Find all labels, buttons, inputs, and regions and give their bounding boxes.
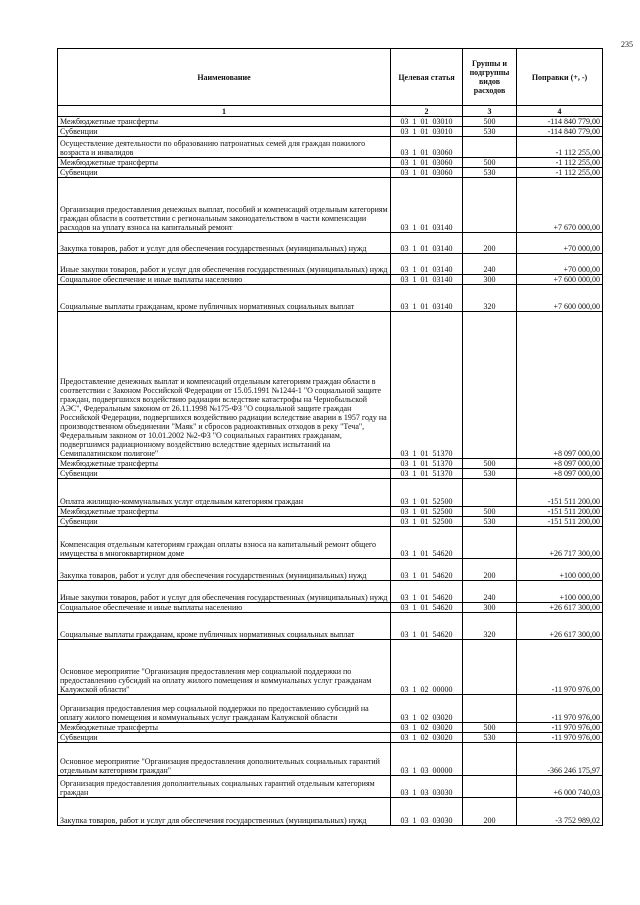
row-code: 03 1 01 52500 [391, 507, 463, 517]
row-group: 530 [463, 733, 517, 743]
table-row [58, 254, 603, 275]
header-code: Целевая статья [391, 49, 463, 106]
table-row [58, 527, 603, 559]
row-code: 03 1 03 03030 [391, 776, 463, 798]
row-amount: -11 970 976,00 [517, 723, 603, 733]
table-row [58, 640, 603, 695]
row-code: 03 1 01 03060 [391, 168, 463, 178]
row-group: 200 [463, 798, 517, 826]
row-amount: -11 970 976,00 [517, 733, 603, 743]
row-group: 240 [463, 581, 517, 603]
row-group [463, 640, 517, 695]
row-amount: -11 970 976,00 [517, 640, 603, 695]
row-name: Социальные выплаты гражданам, кроме публичных нормативных социальных выплат [58, 285, 391, 312]
row-group: 500 [463, 459, 517, 469]
row-name: Закупка товаров, работ и услуг для обеспечения государственных (муниципальных) нужд [58, 798, 391, 826]
table-row [58, 603, 603, 613]
row-amount: +26 717 300,00 [517, 527, 603, 559]
table-row [58, 285, 603, 312]
row-code: 03 1 01 54620 [391, 527, 463, 559]
row-name: Субвенции [58, 733, 391, 743]
table-row [58, 517, 603, 527]
row-name: Межбюджетные трансферты [58, 507, 391, 517]
row-name: Организация предоставления дополнительных социальных гарантий отдельным категориям граждан [58, 776, 391, 798]
row-group: 300 [463, 275, 517, 285]
table-row [58, 479, 603, 507]
row-group [463, 137, 517, 158]
row-code: 03 1 03 03030 [391, 798, 463, 826]
row-amount: +7 600 000,00 [517, 285, 603, 312]
row-name: Осуществление деятельности по образованию патронатных семей для граждан пожилого возраста и инвалидов [58, 137, 391, 158]
row-amount: +7 600 000,00 [517, 275, 603, 285]
row-name: Иные закупки товаров, работ и услуг для обеспечения государственных (муниципальных) нужд [58, 581, 391, 603]
row-name: Субвенции [58, 469, 391, 479]
row-code: 03 1 01 54620 [391, 613, 463, 640]
row-code: 03 1 02 03020 [391, 695, 463, 723]
row-amount: -3 752 989,02 [517, 798, 603, 826]
row-name: Основное мероприятие "Организация предоставления дополнительных социальных гарантий отдельным категориям граждан" [58, 743, 391, 776]
table-row [58, 743, 603, 776]
row-code: 03 1 01 03140 [391, 285, 463, 312]
table-body [58, 117, 603, 826]
column-number: 3 [463, 106, 517, 117]
row-group: 320 [463, 285, 517, 312]
row-code: 03 1 01 03060 [391, 158, 463, 168]
row-amount: -151 511 200,00 [517, 507, 603, 517]
table-row [58, 581, 603, 603]
row-code: 03 1 01 51370 [391, 469, 463, 479]
row-code: 03 1 01 03010 [391, 127, 463, 137]
row-name: Субвенции [58, 517, 391, 527]
table-row [58, 798, 603, 826]
header-row [58, 49, 603, 106]
row-name: Иные закупки товаров, работ и услуг для обеспечения государственных (муниципальных) нужд [58, 254, 391, 275]
row-group: 530 [463, 469, 517, 479]
column-number: 2 [391, 106, 463, 117]
row-name: Субвенции [58, 168, 391, 178]
row-group [463, 776, 517, 798]
header-amount: Поправки (+, -) [517, 49, 603, 106]
table-row [58, 559, 603, 581]
row-group: 200 [463, 559, 517, 581]
row-name: Социальное обеспечение и иные выплаты населению [58, 275, 391, 285]
row-amount: -151 511 200,00 [517, 479, 603, 507]
row-name: Субвенции [58, 127, 391, 137]
row-amount: -1 112 255,00 [517, 158, 603, 168]
row-name: Компенсация отдельным категориям граждан оплаты взноса на капитальный ремонт общего имущества в многоквартирном доме [58, 527, 391, 559]
row-code: 03 1 03 00000 [391, 743, 463, 776]
row-name: Межбюджетные трансферты [58, 158, 391, 168]
row-code: 03 1 02 03020 [391, 733, 463, 743]
table-row [58, 275, 603, 285]
table-row [58, 776, 603, 798]
table-row [58, 137, 603, 158]
row-name: Основное мероприятие "Организация предоставления мер социальной поддержки по предоставлению субсидий на оплату жилого помещения и коммунальных услуг гражданам Калужской области" [58, 640, 391, 695]
row-name: Закупка товаров, работ и услуг для обеспечения государственных (муниципальных) нужд [58, 233, 391, 254]
row-name: Социальное обеспечение и иные выплаты населению [58, 603, 391, 613]
row-code: 03 1 01 51370 [391, 312, 463, 459]
row-amount: +70 000,00 [517, 254, 603, 275]
table-row [58, 469, 603, 479]
row-group: 300 [463, 603, 517, 613]
row-amount: -114 840 779,00 [517, 127, 603, 137]
row-code: 03 1 01 03140 [391, 275, 463, 285]
row-amount: -1 112 255,00 [517, 168, 603, 178]
row-code: 03 1 02 00000 [391, 640, 463, 695]
row-amount: +8 097 000,00 [517, 459, 603, 469]
row-code: 03 1 01 54620 [391, 559, 463, 581]
column-number: 1 [58, 106, 391, 117]
row-code: 03 1 01 03140 [391, 178, 463, 233]
row-group: 200 [463, 233, 517, 254]
row-name: Организация предоставления денежных выплат, пособий и компенсаций отдельным категориям граждан области в соответствии с региональным законодательством в части компенсации расходов на уплату взноса на капитальный ремонт [58, 178, 391, 233]
row-group: 530 [463, 127, 517, 137]
table-row [58, 168, 603, 178]
row-name: Межбюджетные трансферты [58, 117, 391, 127]
row-group [463, 695, 517, 723]
table-row [58, 459, 603, 469]
header-group: Группы и подгруппы видов расходов [463, 49, 517, 106]
header-name: Наименование [58, 49, 391, 106]
row-name: Межбюджетные трансферты [58, 723, 391, 733]
row-amount: +8 097 000,00 [517, 312, 603, 459]
row-amount: +6 000 740,03 [517, 776, 603, 798]
row-code: 03 1 01 03060 [391, 137, 463, 158]
row-amount: +100 000,00 [517, 581, 603, 603]
row-name: Организация предоставления мер социальной поддержки по предоставлению субсидий на оплату жилого помещения и коммунальных услуг гражданам Калужской области [58, 695, 391, 723]
row-amount: +70 000,00 [517, 233, 603, 254]
row-group: 500 [463, 158, 517, 168]
budget-table [57, 48, 603, 826]
row-group: 500 [463, 723, 517, 733]
row-amount: +7 670 000,00 [517, 178, 603, 233]
row-name: Предоставление денежных выплат и компенсаций отдельным категориям граждан области в соответствии с Законом Российской Федерации от 15.05.1991 №1244-1 "О социальной защите граждан, подвергшихся воздействию радиации вследствие катастрофы на Чернобыльской АЭС", Федеральным законом от 26.11.1998 №175-ФЗ "О социальной защите граждан Российской Федерации, подвергшихся воздействию радиации вследствие аварии в 1957 году на производственном объединении "Маяк" и сбросов радиоактивных отходов в реку "Теча", Федеральным законом от 10.01.2002 №2-ФЗ "О социальных гарантиях гражданам, подвергшимся радиационному воздействию вследствие ядерных испытаний на Семипалатинском полигоне" [58, 312, 391, 459]
table-row [58, 117, 603, 127]
table-row [58, 158, 603, 168]
row-amount: -11 970 976,00 [517, 695, 603, 723]
row-group [463, 178, 517, 233]
table-row [58, 695, 603, 723]
row-group: 500 [463, 507, 517, 517]
row-name: Межбюджетные трансферты [58, 459, 391, 469]
row-group [463, 312, 517, 459]
row-group [463, 527, 517, 559]
row-code: 03 1 01 03010 [391, 117, 463, 127]
table-row [58, 613, 603, 640]
row-code: 03 1 01 03140 [391, 254, 463, 275]
row-code: 03 1 01 03140 [391, 233, 463, 254]
table-row [58, 127, 603, 137]
table-row [58, 507, 603, 517]
page-number: 235 [621, 40, 633, 49]
row-group: 320 [463, 613, 517, 640]
row-amount: -366 246 175,97 [517, 743, 603, 776]
table-row [58, 178, 603, 233]
table-row [58, 723, 603, 733]
row-code: 03 1 01 52500 [391, 517, 463, 527]
row-code: 03 1 01 51370 [391, 459, 463, 469]
row-amount: +26 617 300,00 [517, 613, 603, 640]
row-amount: +26 617 300,00 [517, 603, 603, 613]
row-code: 03 1 01 54620 [391, 581, 463, 603]
row-amount: -151 511 200,00 [517, 517, 603, 527]
row-name: Закупка товаров, работ и услуг для обеспечения государственных (муниципальных) нужд [58, 559, 391, 581]
row-amount: +8 097 000,00 [517, 469, 603, 479]
row-group: 530 [463, 168, 517, 178]
column-number-row [58, 106, 603, 117]
row-amount: -114 840 779,00 [517, 117, 603, 127]
row-amount: +100 000,00 [517, 559, 603, 581]
row-group: 500 [463, 117, 517, 127]
row-code: 03 1 01 52500 [391, 479, 463, 507]
table-row [58, 733, 603, 743]
row-name: Оплата жилищно-коммунальных услуг отдельным категориям граждан [58, 479, 391, 507]
row-code: 03 1 01 54620 [391, 603, 463, 613]
row-group: 530 [463, 517, 517, 527]
table-row [58, 312, 603, 459]
row-group [463, 743, 517, 776]
row-amount: -1 112 255,00 [517, 137, 603, 158]
row-code: 03 1 02 03020 [391, 723, 463, 733]
table-row [58, 233, 603, 254]
column-number: 4 [517, 106, 603, 117]
row-group: 240 [463, 254, 517, 275]
row-name: Социальные выплаты гражданам, кроме публичных нормативных социальных выплат [58, 613, 391, 640]
row-group [463, 479, 517, 507]
